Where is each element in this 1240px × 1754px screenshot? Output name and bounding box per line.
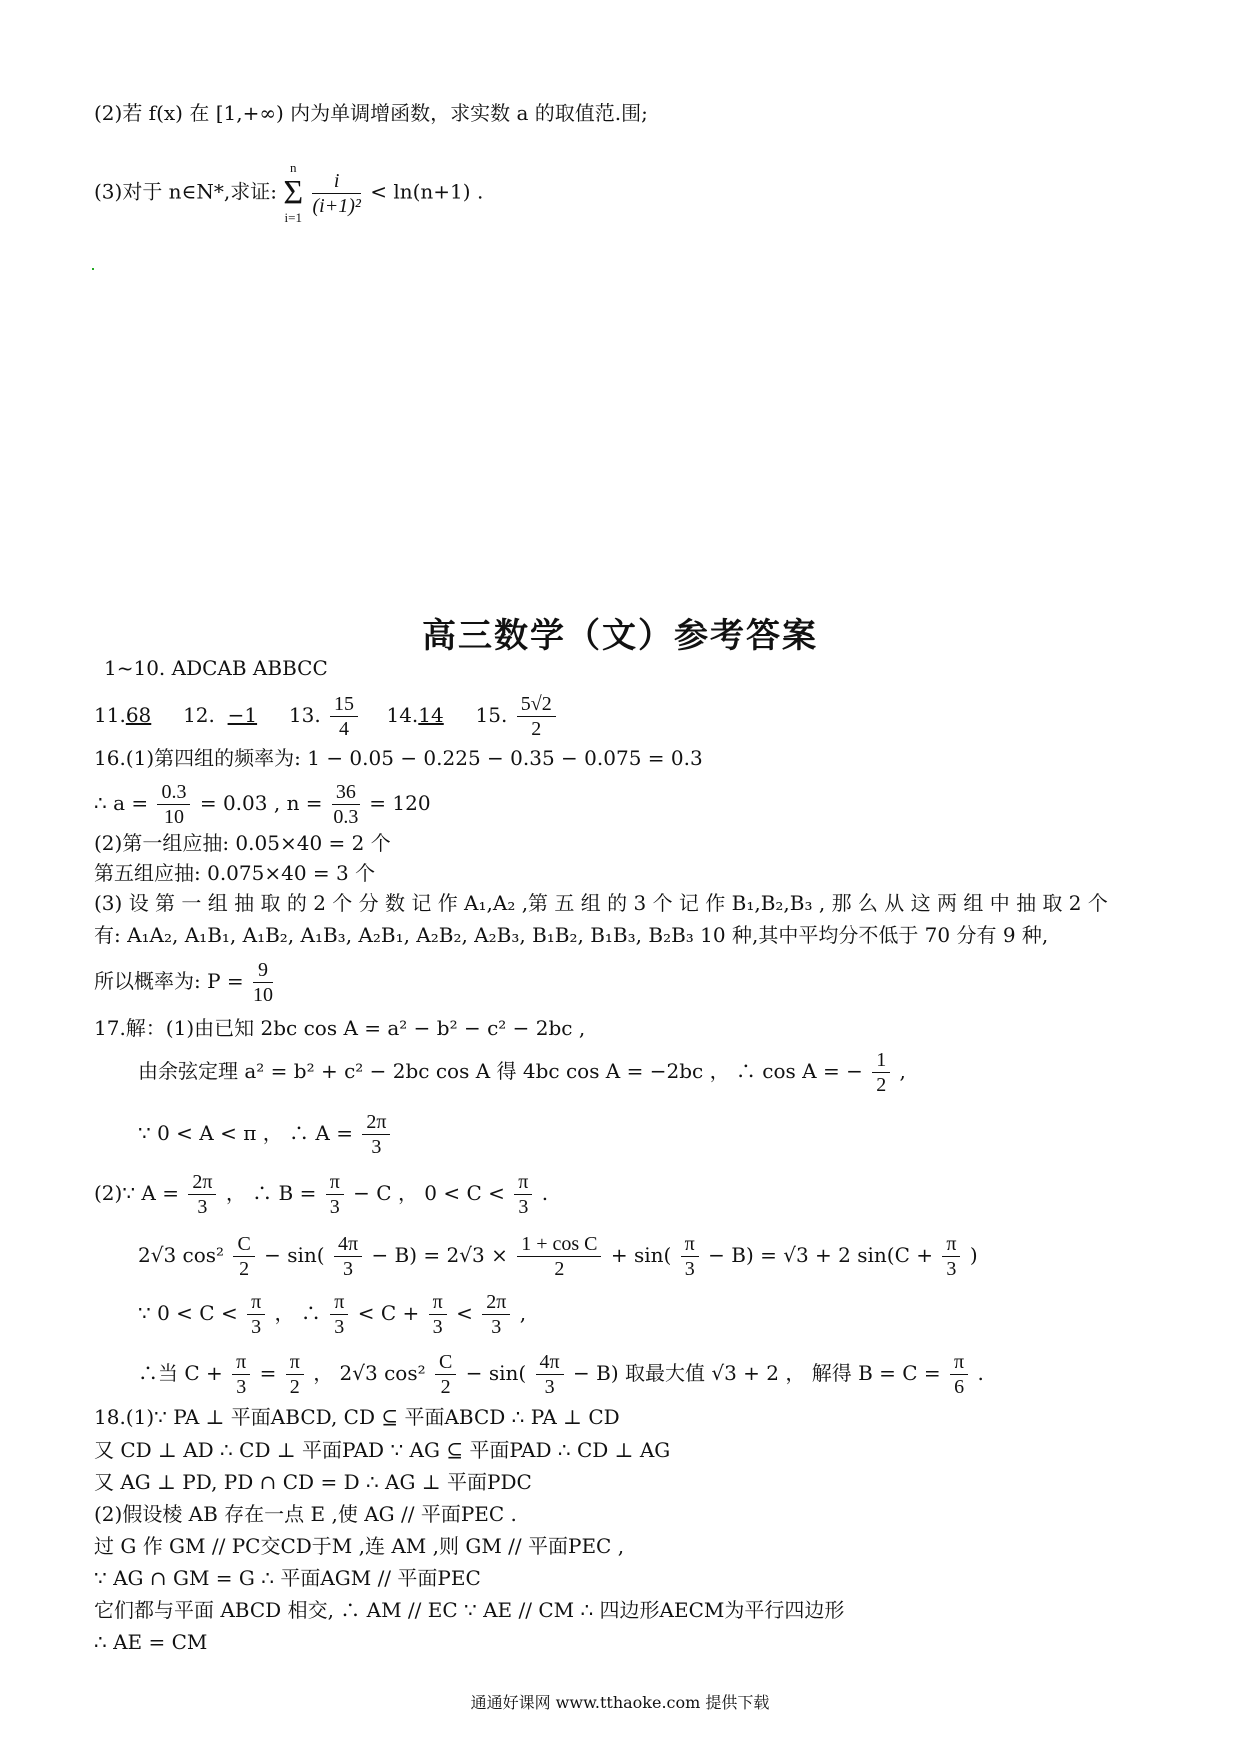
q21-fraction (312, 169, 360, 218)
q18-line3: 又 AG ⊥ PD, PD ∩ CD = D ∴ AG ⊥ 平面PDC (94, 1470, 532, 1494)
page-title: 高三数学（文）参考答案 (422, 616, 818, 656)
q18-line7: 它们都与平面 ABCD 相交, ∴ AM // EC ∵ AE // CM ∴ 四边形AECM为平行四边形 (94, 1598, 845, 1622)
fill-answers (94, 692, 559, 741)
q17-line1: 17.解：(1)由已知 2bc cos A = a² − b² − c² − 2bc , (94, 1016, 586, 1040)
q16-line4: 第五组应抽: 0.075×40 = 3 个 (94, 861, 376, 885)
q16-line3: (2)第一组应抽: 0.05×40 = 2 个 (94, 831, 391, 855)
q14-label: 14. (386, 703, 419, 727)
q18-line1: 18.(1)∵ PA ⊥ 平面ABCD, CD ⊆ 平面ABCD ∴ PA ⊥ CD (94, 1405, 620, 1429)
sum-lower: i=1 (284, 210, 302, 225)
q17-line4: (2)∵ A = $\frac{2\pi}{3}$ ， ∴ B = $\frac{\pi}{3}$ − C ， 0 < C < $\frac{\pi}{3}$ . (94, 1171, 549, 1218)
q17-line3: ∵ 0 < A < π ， ∴ A = $\frac{2\pi}{3}$ (138, 1110, 393, 1159)
probability-fraction: $\frac{9}{10}$ (253, 959, 274, 1006)
q18-line2: 又 CD ⊥ AD ∴ CD ⊥ 平面PAD ∵ AG ⊆ 平面PAD ∴ CD ⊥ AG (94, 1438, 671, 1462)
summation-sign: n Σ i=1 (283, 160, 304, 225)
q21-part2: (2)若 f(x) 在 [1,+∞) 内为单调增函数，求实数 a 的取值范.围; (94, 101, 648, 125)
q17-line2: 由余弦定理 a² = b² + c² − 2bc cos A 得 4bc cos A = −2bc ， ∴ cos A = − $\frac{1}{2}$ , (138, 1049, 906, 1096)
q13-label: 13. (288, 703, 321, 727)
q16-fraction-n: $\frac{36}{0.3}$ (333, 781, 359, 828)
q16-line2: ∴ a = $\frac{0.3}{10}$ = 0.03 , n = $\frac{36}{0.3}$ = 120 (94, 781, 431, 828)
mc-answers: 1~10. ADCAB ABBCC (104, 656, 328, 680)
q16-line5: (3) 设 第 一 组 抽 取 的 2 个 分 数 记 作 A₁,A₂ ,第 五 组 的 3 个 记 作 B₁,B₂,B₃ , 那 么 从 这 两 组 中 抽 取 2 个 (94, 891, 1108, 915)
q18-line6: ∵ AG ∩ GM = G ∴ 平面AGM // 平面PEC (94, 1566, 481, 1590)
q12-label: 12. (183, 703, 215, 727)
sum-upper: n (289, 160, 297, 175)
q18-line8: ∴ AE = CM (94, 1630, 208, 1654)
fraction-numerator: i (312, 169, 360, 194)
q17-line6: ∵ 0 < C < $\frac{\pi}{3}$ ， ∴ $\frac{\pi}{3}$ < C + $\frac{\pi}{3}$ < $\frac{2\pi}{3}$ , (138, 1291, 527, 1338)
q18-line4: (2)假设棱 AB 存在一点 E ,使 AG // 平面PEC . (94, 1502, 517, 1526)
q11-label: 11. (94, 703, 126, 727)
q16-line1: 16.(1)第四组的频率为: 1 − 0.05 − 0.225 − 0.35 − 0.075 = 0.3 (94, 746, 703, 770)
q11-answer: 68 (125, 703, 152, 727)
q16-fraction-a: $\frac{0.3}{10}$ (157, 780, 190, 829)
q18-line5: 过 G 作 GM // PC交CD于M ,连 AM ,则 GM // 平面PEC , (94, 1534, 625, 1558)
q15-fraction: $\frac{5√2}{2}$ (517, 692, 556, 741)
fraction-denominator: (i+1)² (312, 194, 361, 217)
q16-line7: 所以概率为: P = $\frac{9}{10}$ (94, 959, 274, 1006)
q17-line5: 2√3 cos² $\frac{C}{2}$ − sin( $\frac{4\pi}{3}$ − B) = 2√3 × $\frac{\text{1 + cos C}}{2}$ + sin( $\frac{\pi}{3}$ − B) = √3 + 2 sin(C + $\frac{\pi}{3}$ ) (138, 1233, 978, 1280)
q14-answer: 14 (418, 703, 444, 727)
stray-mark (92, 268, 94, 270)
page-footer: 通通好课网 www.tthaoke.com 提供下载 (470, 1693, 770, 1712)
q21-part3 (94, 160, 483, 226)
q13-fraction: $\frac{15}{4}$ (330, 692, 358, 741)
q21-part3-prefix: (3)对于 n∈N*,求证: (94, 179, 277, 204)
q21-part3-suffix: < ln(n+1) . (370, 179, 484, 204)
q17-line7: ∴当 C + $\frac{\pi}{3}$ = $\frac{\pi}{2}$ ， 2√3 cos² $\frac{C}{2}$ − sin( $\frac{4\pi}{3}$ − B) 取最大值 √3 + 2 ， 解得 B = C = $\frac{\pi}{6}$ . (138, 1351, 984, 1398)
q16-line6: 有: A₁A₂, A₁B₁, A₁B₂, A₁B₃, A₂B₁, A₂B₂, A₂B₃, B₁B₂, B₁B₃, B₂B₃ 10 种,其中平均分不低于 70 分有 9 种, (94, 923, 1049, 947)
q12-answer: −1 (227, 703, 258, 727)
q15-label: 15. (475, 703, 508, 727)
